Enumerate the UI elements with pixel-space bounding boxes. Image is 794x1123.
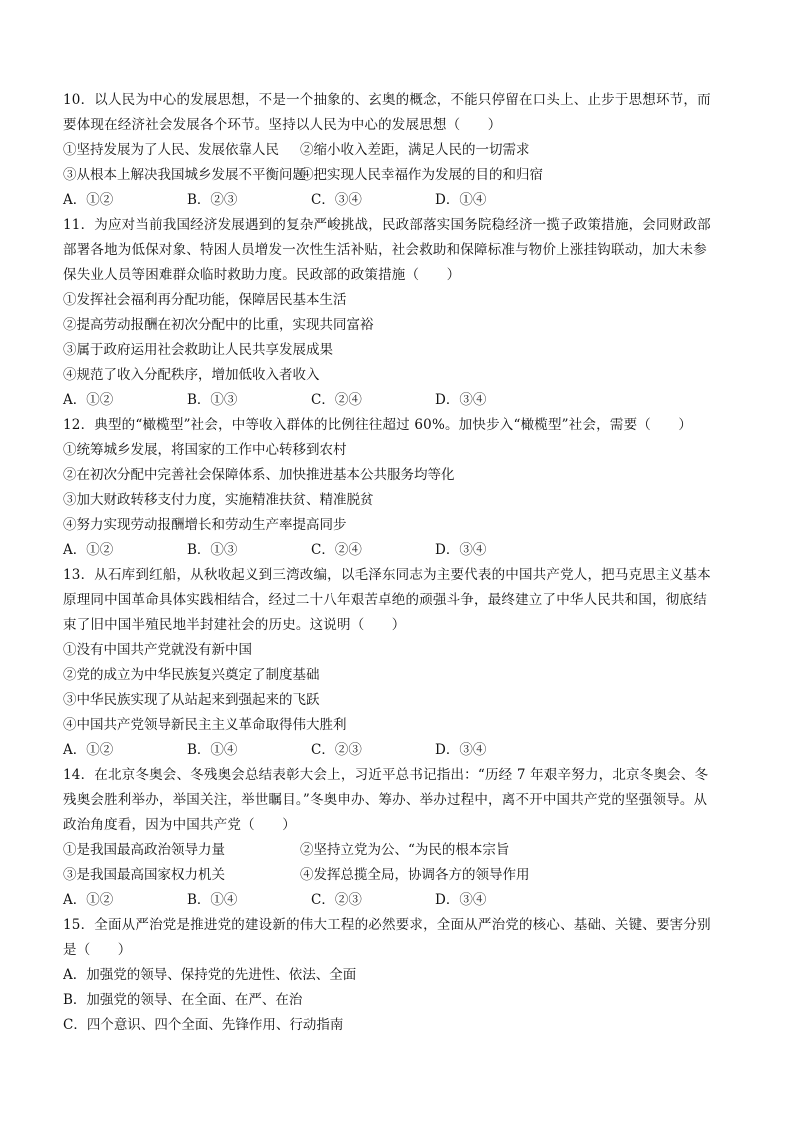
question-13-stem-line-2: 原理同中国革命具体实践相结合，经过二十八年艰苦卓绝的顽强斗争，最终建立了中华人民共和国，彻底结 (63, 592, 707, 608)
statement-1: ①统筹城乡发展，将国家的工作中心转移到农村 (63, 442, 347, 458)
question-15-stem-line-2: 是（ ） (63, 942, 132, 958)
question-13-stem-line-3: 束了旧中国半殖民地半封建社会的历史。这说明（ ） (63, 617, 406, 633)
question-14-stem-line-1: 14．在北京冬奥会、冬残奥会总结表彰大会上，习近平总书记指出：“历经 7 年艰辛努力，北京冬奥会、冬 (63, 767, 709, 783)
question-14-statements-row-1 (63, 838, 733, 863)
question-12 (63, 413, 733, 563)
statement-1: ①坚持发展为了人民、发展依靠人民 (63, 142, 279, 158)
question-14-statements-row-2 (63, 863, 733, 888)
statement-4: ④中国共产党领导新民主主义革命取得伟大胜利 (63, 717, 347, 733)
answer-choice-d: D．③④ (435, 892, 487, 908)
statement-4: ④努力实现劳动报酬增长和劳动生产率提高同步 (63, 517, 347, 533)
statement-3: ③中华民族实现了从站起来到强起来的飞跃 (63, 692, 320, 708)
question-14-answer-choices (63, 888, 733, 913)
answer-choice-c: C．②③ (311, 892, 362, 908)
statement-2: ②缩小收入差距，满足人民的一切需求 (300, 142, 530, 158)
statement-1: ①是我国最高政治领导力量 (63, 842, 225, 858)
statement-3: ③加大财政转移支付力度，实施精准扶贫、精准脱贫 (63, 492, 374, 508)
statement-4: ④发挥总揽全局，协调各方的领导作用 (300, 867, 530, 883)
question-11-answer-choices (63, 388, 733, 413)
question-list (63, 88, 733, 1038)
answer-choice-a: A．①② (63, 892, 114, 908)
answer-choice-a: A．加强党的领导、保持党的先进性、依法、全面 (63, 967, 357, 983)
answer-choice-c: C．②③ (311, 742, 362, 758)
answer-choice-b: B．②③ (187, 192, 238, 208)
statement-4: ④把实现人民幸福作为发展的目的和归宿 (300, 167, 543, 183)
question-11 (63, 213, 733, 413)
answer-choice-c: C．②④ (311, 542, 362, 558)
statement-2: ②坚持立党为公、“为民的根本宗旨 (300, 842, 510, 858)
answer-choice-d: D．③④ (435, 542, 487, 558)
question-11-stem-line-3: 保失业人员等困难群众临时救助力度。民政部的政策措施（ ） (63, 267, 461, 283)
question-13-stem-line-1: 13．从石库到红船，从秋收起义到三湾改编，以毛泽东同志为主要代表的中国共产党人，把马克思主义基本 (63, 567, 711, 583)
answer-choice-b: B．①③ (187, 392, 238, 408)
question-14-stem-line-3: 政治角度看，因为中国共产党（ ） (63, 817, 296, 833)
answer-choice-a: A．①② (63, 542, 114, 558)
answer-choice-b: B．①④ (187, 742, 238, 758)
question-15-stem-line-1: 15．全面从严治党是推进党的建设新的伟大工程的必然要求，全面从严治党的核心、基础、关键、要害分别 (63, 917, 711, 933)
answer-choice-c: C．③④ (311, 192, 362, 208)
statement-3: ③从根本上解决我国城乡发展不平衡问题 (63, 167, 306, 183)
answer-choice-b: B．加强党的领导、在全面、在严、在治 (63, 992, 303, 1008)
question-12-stem-line-1: 12．典型的“橄榄型”社会，中等收入群体的比例往往超过 60%。加快步入“橄榄型”社会，需要（ ） (63, 417, 693, 433)
question-12-answer-choices (63, 538, 733, 563)
answer-choice-d: D．①④ (435, 192, 487, 208)
answer-choice-c: C．②④ (311, 392, 362, 408)
statement-3: ③是我国最高国家权力机关 (63, 867, 225, 883)
answer-choice-b: B．①③ (187, 542, 238, 558)
answer-choice-a: A．①② (63, 742, 114, 758)
question-14-stem-line-2: 残奥会胜利举办，举国关注，举世瞩目。”冬奥申办、筹办、举办过程中，离不开中国共产党的坚强领导。从 (63, 792, 708, 808)
answer-choice-c: C．四个意识、四个全面、先锋作用、行动指南 (63, 1017, 344, 1033)
answer-choice-d: D．③④ (435, 742, 487, 758)
question-11-stem-line-2: 部署各地为低保对象、特困人员增发一次性生活补贴，社会救助和保障标准与物价上涨挂钩联动，加大未参 (63, 242, 707, 258)
question-10-stem-line-2: 要体现在经济社会发展各个环节。坚持以人民为中心的发展思想（ ） (63, 117, 502, 133)
answer-choice-a: A．①② (63, 392, 114, 408)
statement-1: ①没有中国共产党就没有新中国 (63, 642, 252, 658)
question-10-statements-row-1 (63, 138, 733, 163)
question-11-stem-line-1: 11．为应对当前我国经济发展遇到的复杂严峻挑战，民政部落实国务院稳经济一揽子政策措施，会同财政部 (63, 217, 711, 233)
statement-1: ①发挥社会福利再分配功能，保障居民基本生活 (63, 292, 347, 308)
statement-2: ②在初次分配中完善社会保障体系、加快推进基本公共服务均等化 (63, 467, 455, 483)
answer-choice-b: B．①④ (187, 892, 238, 908)
statement-2: ②党的成立为中华民族复兴奠定了制度基础 (63, 667, 320, 683)
answer-choice-d: D．③④ (435, 392, 487, 408)
question-13 (63, 563, 733, 763)
statement-3: ③属于政府运用社会救助让人民共享发展成果 (63, 342, 333, 358)
question-10-answer-choices (63, 188, 733, 213)
answer-choice-a: A．①② (63, 192, 114, 208)
question-13-answer-choices (63, 738, 733, 763)
question-15 (63, 913, 733, 1038)
question-10 (63, 88, 733, 213)
question-14 (63, 763, 733, 913)
question-10-stem-line-1: 10．以人民为中心的发展思想，不是一个抽象的、玄奥的概念，不能只停留在口头上、止步于思想环节，而 (63, 92, 711, 108)
question-10-statements-row-2 (63, 163, 733, 188)
statement-2: ②提高劳动报酬在初次分配中的比重，实现共同富裕 (63, 317, 374, 333)
statement-4: ④规范了收入分配秩序，增加低收入者收入 (63, 367, 320, 383)
